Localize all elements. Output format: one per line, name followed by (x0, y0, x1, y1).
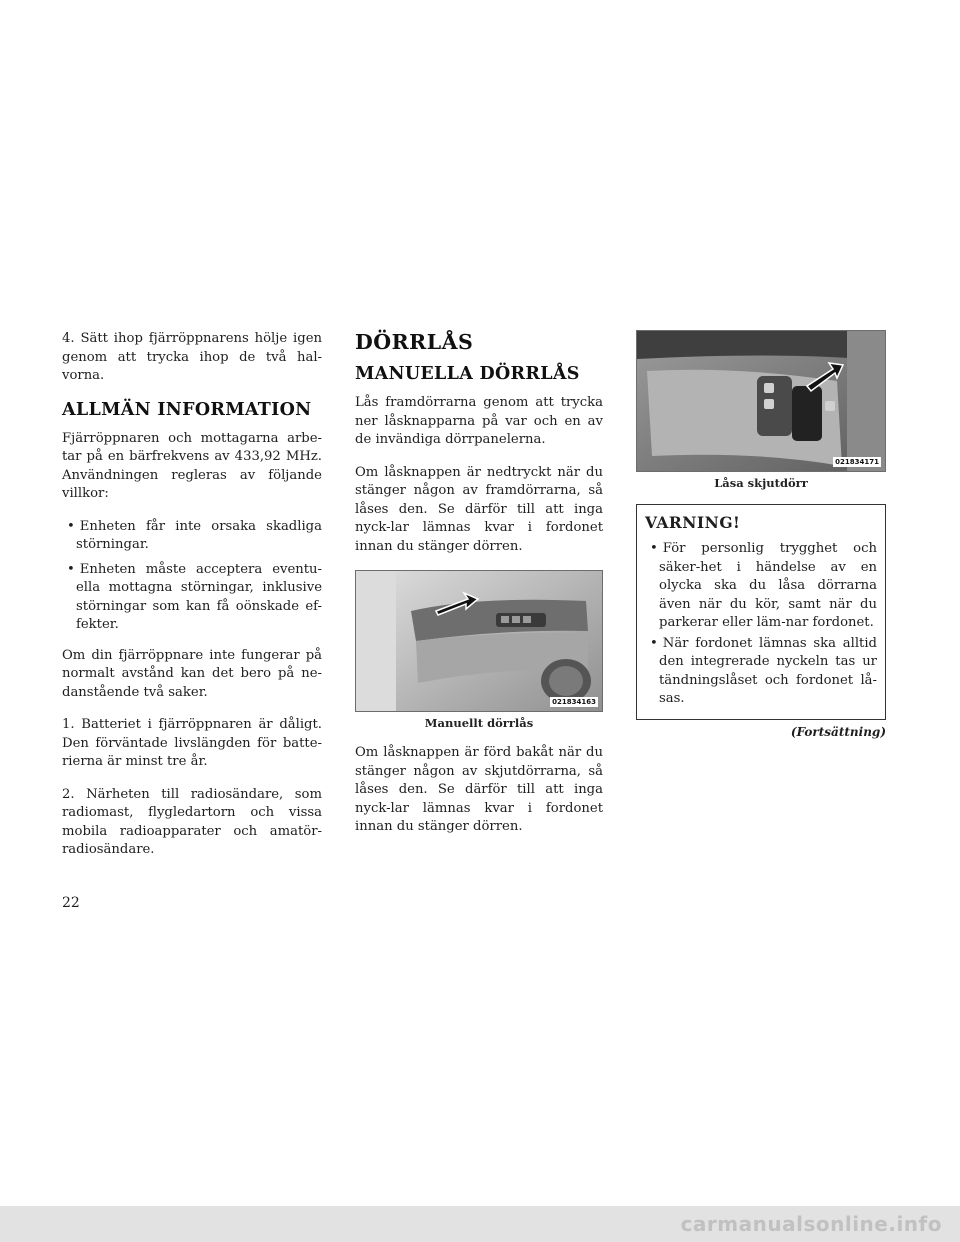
heading-door-locks: DÖRRLÅS (355, 330, 474, 354)
left-column (62, 330, 322, 874)
frequency-paragraph: Fjärröppnaren och mottagarna arbe-tar på en bärfrekvens av 433,92 MHz. Användningen regleras av följande villkor: (62, 430, 322, 501)
front-door-paragraph: Om låsknappen är nedtryckt när du stänger någon av framdörrarna, så låses den. Se därför till att inga nyck-lar lämnas kvar i fordonet innan du stänger dörren. (355, 464, 603, 554)
reason-2-text: 2. Närheten till radiosändare, som radiomast, flygledartorn och vissa mobila radioapparater och amatör-radiosändare. (62, 786, 322, 857)
heading-general-info: ALLMÄN INFORMATION (62, 399, 312, 420)
continued-label: (Fortsättning) (790, 724, 886, 739)
manual-door-lock-caption: Manuellt dörrlås (424, 716, 534, 730)
sliding-door-lock-photo (636, 330, 886, 472)
condition-item: • Enheten får inte orsaka skadliga störningar. (62, 518, 322, 555)
warning-item: • När fordonet lämnas ska alltid den integrerade nyckeln tas ur tändningslåset och fordonet lå-sas. (645, 635, 877, 709)
step-4-text: 4. Sätt ihop fjärröppnarens hölje igen genom att trycka ihop de två hal-vorna. (62, 331, 322, 383)
sliding-door-lock-caption: Låsa skjutdörr (714, 476, 808, 490)
sliding-door-paragraph: Om låsknappen är förd bakåt när du stänger någon av skjutdörrarna, så låses den. Se därför till att inga nyck-lar lämnas kvar i fordonet innan du stänger dörren. (355, 745, 603, 834)
manual-door-lock-photo (355, 570, 603, 712)
right-column (636, 330, 886, 739)
heading-manual-door-locks: MANUELLA DÖRRLÅS (355, 364, 580, 384)
sliding-door-illustration (637, 331, 886, 472)
warning-list (645, 540, 877, 709)
image-code: 021834171 (835, 458, 879, 466)
lock-paragraph: Lås framdörrarna genom att trycka ner låsknapparna på var och en av de invändiga dörrpanelerna. (355, 395, 603, 447)
middle-column (355, 330, 603, 851)
watermark-bar (0, 1206, 960, 1242)
conditions-list (62, 518, 322, 635)
range-paragraph: Om din fjärröppnare inte fungerar på normalt avstånd kan det bero på ne-danstående två saker. (62, 647, 322, 700)
page-number: 22 (62, 895, 80, 911)
image-code: 021834163 (552, 698, 596, 706)
warning-title: VARNING! (645, 513, 741, 532)
reason-1-text: 1. Batteriet i fjärröppnaren är dåligt. Den förväntade livslängden för batte-rierna är minst tre år. (62, 717, 322, 769)
warning-box (636, 504, 886, 720)
watermark-text: carmanualsonline.info (680, 1212, 942, 1236)
condition-item: • Enheten måste acceptera eventu-ella mottagna störningar, inklusive störningar som kan få oönskade ef-fekter. (62, 561, 322, 635)
door-panel-illustration (356, 571, 603, 712)
warning-item: • För personlig trygghet och säker-het i händelse av en olycka ska du låsa dörrarna även när du kör, samt när du parkerar eller läm-nar fordonet. (645, 540, 877, 633)
